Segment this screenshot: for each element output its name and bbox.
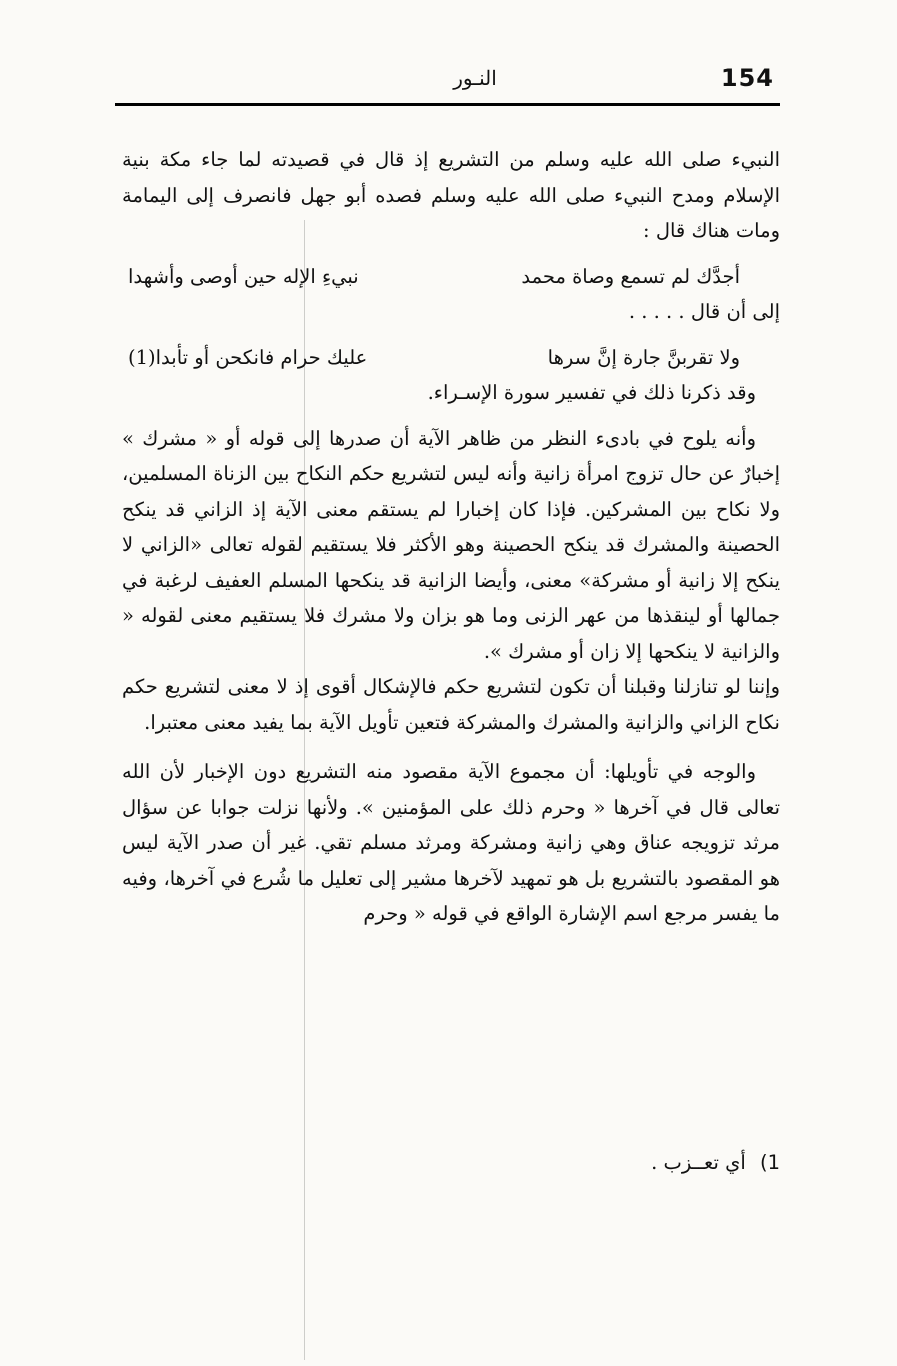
verse-line-1	[122, 259, 780, 295]
paragraph-5: وإننا لو تنازلنا وقبلنا أن تكون لتشريع حكم فالإشكال أقوى إذ لا معنى لتشريع حكم نكاح الزاني والزانية والمشرك والمشركة فتعين تأويل الآية بما يفيد معنى معتبرا.	[122, 675, 780, 734]
paragraph-1: النبيء صلى الله عليه وسلم من التشريع إذ قال في قصيدته لما جاء مكة بنية الإسلام ومدح النبيء صلى الله عليه وسلم فصده أبو جهل فانصرف إلى اليمامة ومات هناك قال :	[122, 148, 780, 242]
paragraph-6: والوجه في تأويلها: أن مجموع الآية مقصود منه التشريع دون الإخبار لأن الله تعالى قال في آخرها « وحرم ذلك على المؤمنين ». ولأنها نزلت جوابا عن سؤال مرثد تزويجه عناق وهي زانية ومشركة ومرثد مسلم تقي. غير أن صدر الآية ليس هو المقصود بالتشريع بل هو تمهيد لآخرها مشير إلى تعليل ما شُرع في آخرها، وفيه ما يفسر مرجع اسم الإشارة الواقع في قوله « وحرم	[122, 760, 780, 925]
paragraph-4: وأنه يلوح في بادىء النظر من ظاهر الآية أن صدرها إلى قوله أو « مشرك » إخبارٌ عن حال تزوج امرأة زانية وأنه ليس لتشريع حكم النكاح بين الزناة المسلمين، ولا نكاح بين المشركين. فإذا كان إخبارا لم يستقم معنى الآية إذ الزاني قد ينكح الحصينة والمشرك قد ينكح الحصينة وهو الأكثر فلا يستقيم لقوله تعالى «الزاني لا ينكح إلا زانية أو مشركة» معنى، وأيضا الزانية قد ينكحها المسلم العفيف لرغبة في جمالها أو لينقذها من عهر الزنى وما هو بزان ولا مشرك فلا يستقيم معنى لقوله « والزانية لا ينكحها إلا زان أو مشرك ».	[122, 426, 780, 663]
footnote-number: 1)	[759, 1151, 780, 1174]
paragraph-2: إلى أن قال . . . . .	[628, 300, 780, 323]
page-header	[115, 58, 780, 100]
body-text	[122, 142, 780, 932]
paragraph-3: وقد ذكرنا ذلك في تفسير سورة الإسـراء.	[427, 381, 756, 404]
header-rule	[115, 103, 780, 106]
verse-2-hemistich-a: ولا تقربنَّ جارة إنَّ سرها	[547, 345, 740, 369]
verse-line-2	[122, 340, 780, 376]
footnote	[122, 1146, 780, 1180]
verse-1-hemistich-b: نبيءِ الإله حين أوصى وأشهدا	[128, 264, 359, 288]
verse-2-hemistich-b: عليك حرام فانكحن أو تأبدا(1)	[128, 345, 368, 369]
running-title: النـور	[453, 66, 497, 90]
verse-1-hemistich-a: أجدَّك لم تسمع وصاة محمد	[521, 264, 740, 288]
page-number: 154	[720, 64, 774, 92]
footnote-text: أي تعــزب .	[651, 1151, 746, 1174]
